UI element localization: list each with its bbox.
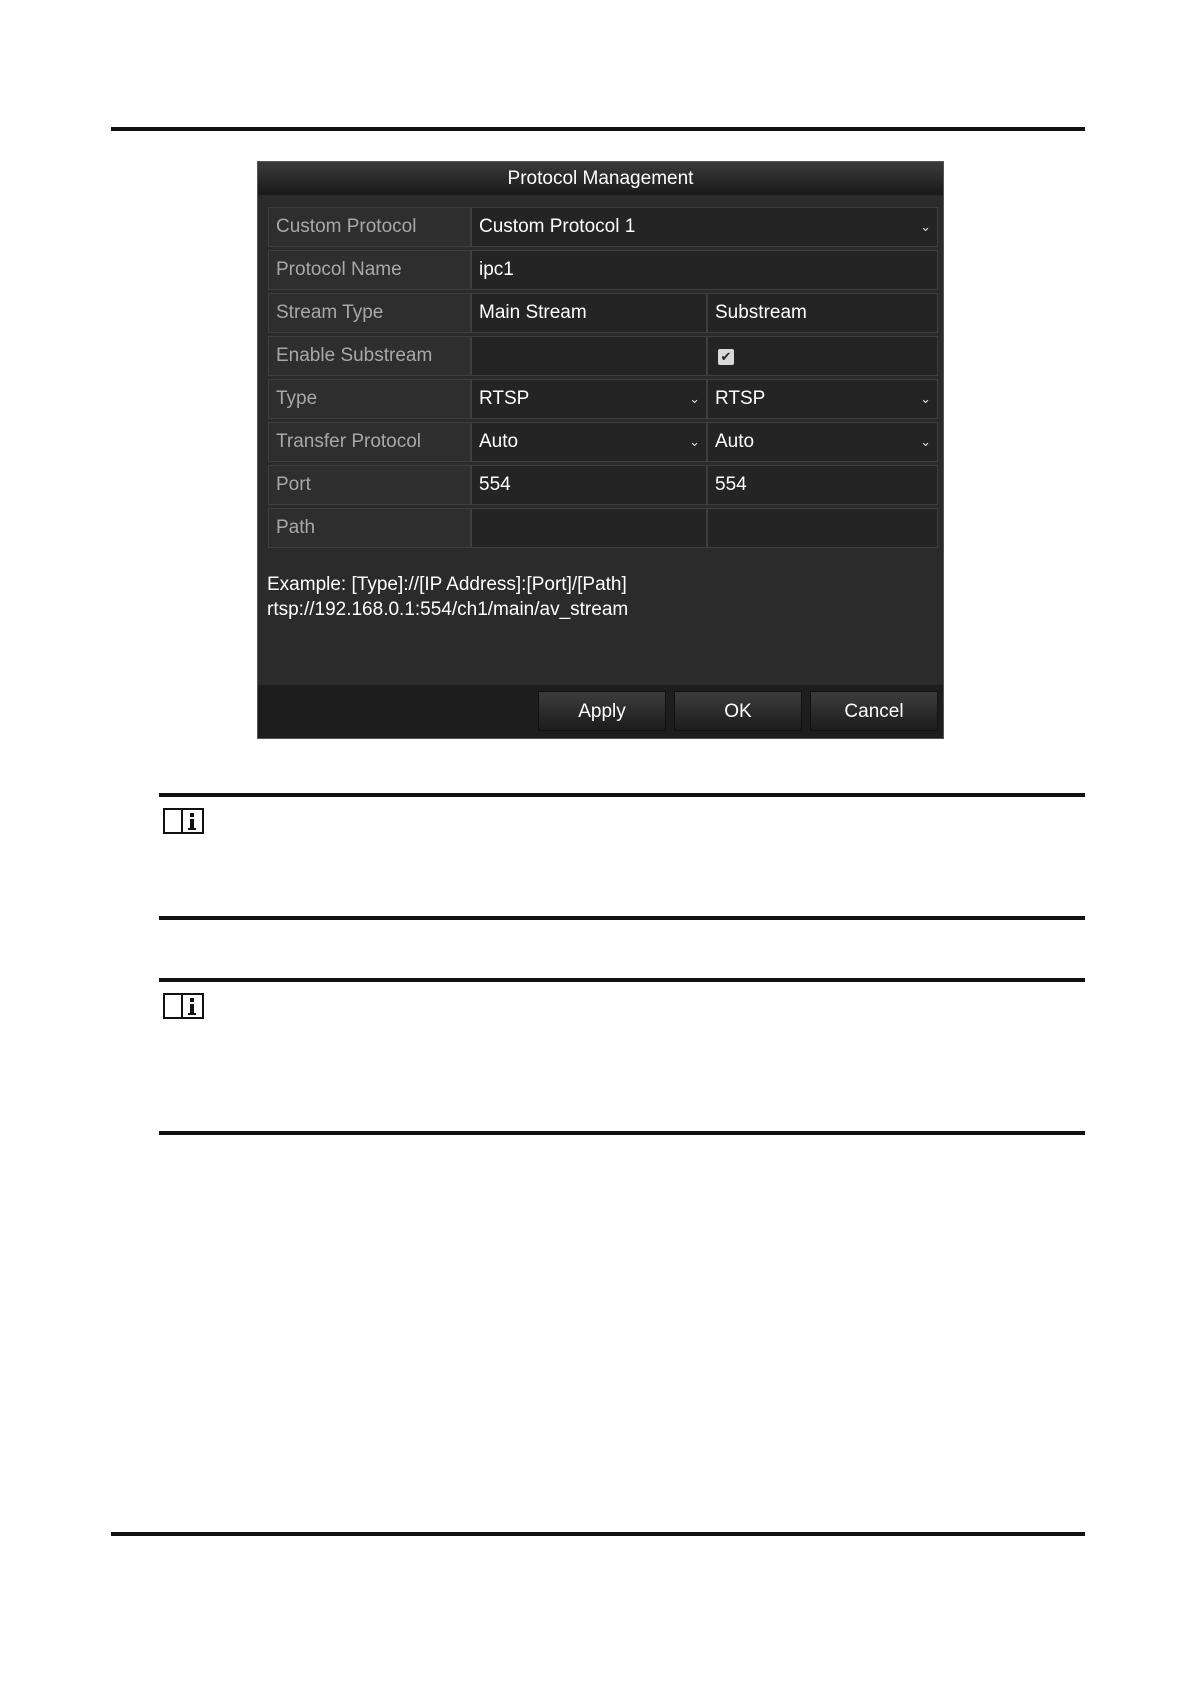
protocol-management-dialog bbox=[257, 161, 944, 739]
note-book-info-icon bbox=[162, 990, 205, 1020]
enable-substream-cell bbox=[707, 336, 938, 376]
substream-header: Substream bbox=[707, 293, 938, 333]
enable-substream-label: Enable Substream bbox=[268, 336, 471, 376]
protocol-name-label: Protocol Name bbox=[268, 250, 471, 290]
custom-protocol-dropdown[interactable] bbox=[471, 207, 938, 247]
header-rule bbox=[111, 127, 1085, 131]
transfer-protocol-label: Transfer Protocol bbox=[268, 422, 471, 462]
example-format: Example: [Type]://[IP Address]:[Port]/[Path] bbox=[267, 574, 627, 595]
checkmark-icon: ✔ bbox=[720, 349, 732, 364]
path-label: Path bbox=[268, 508, 471, 548]
note-bottom-rule bbox=[159, 1131, 1085, 1135]
main-transfer-protocol-value: Auto bbox=[479, 431, 519, 452]
type-label: Type bbox=[268, 379, 471, 419]
cancel-button[interactable]: Cancel bbox=[810, 691, 938, 731]
main-type-value: RTSP bbox=[479, 388, 530, 409]
custom-protocol-value: Custom Protocol 1 bbox=[479, 216, 636, 237]
main-path-input[interactable] bbox=[471, 508, 707, 548]
dialog-title: Protocol Management bbox=[258, 162, 943, 195]
chevron-down-icon: ⌄ bbox=[689, 391, 700, 406]
enable-substream-checkbox[interactable] bbox=[718, 349, 734, 365]
note-bottom-rule bbox=[159, 916, 1085, 920]
sub-type-value: RTSP bbox=[715, 388, 766, 409]
protocol-name-input[interactable]: ipc1 bbox=[471, 250, 938, 290]
note-book-info-icon bbox=[162, 805, 205, 835]
ok-button[interactable]: OK bbox=[674, 691, 802, 731]
note-top-rule bbox=[159, 978, 1085, 982]
example-text bbox=[267, 572, 628, 622]
stream-type-label: Stream Type bbox=[268, 293, 471, 333]
chevron-down-icon: ⌄ bbox=[920, 434, 931, 449]
port-label: Port bbox=[268, 465, 471, 505]
main-type-dropdown[interactable] bbox=[471, 379, 707, 419]
main-stream-header: Main Stream bbox=[471, 293, 707, 333]
sub-path-input[interactable] bbox=[707, 508, 938, 548]
main-transfer-protocol-dropdown[interactable] bbox=[471, 422, 707, 462]
custom-protocol-label: Custom Protocol bbox=[268, 207, 471, 247]
chevron-down-icon: ⌄ bbox=[920, 219, 931, 234]
dialog-footer bbox=[258, 685, 943, 738]
sub-transfer-protocol-value: Auto bbox=[715, 431, 755, 452]
sub-type-dropdown[interactable] bbox=[707, 379, 938, 419]
sub-port-input[interactable]: 554 bbox=[707, 465, 938, 505]
example-url: rtsp://192.168.0.1:554/ch1/main/av_stream bbox=[267, 599, 629, 620]
note-top-rule bbox=[159, 793, 1085, 797]
chevron-down-icon: ⌄ bbox=[920, 391, 931, 406]
chevron-down-icon: ⌄ bbox=[689, 434, 700, 449]
apply-button[interactable]: Apply bbox=[538, 691, 666, 731]
main-port-input[interactable]: 554 bbox=[471, 465, 707, 505]
enable-substream-main-empty bbox=[471, 336, 707, 376]
footer-rule bbox=[111, 1532, 1085, 1536]
sub-transfer-protocol-dropdown[interactable] bbox=[707, 422, 938, 462]
